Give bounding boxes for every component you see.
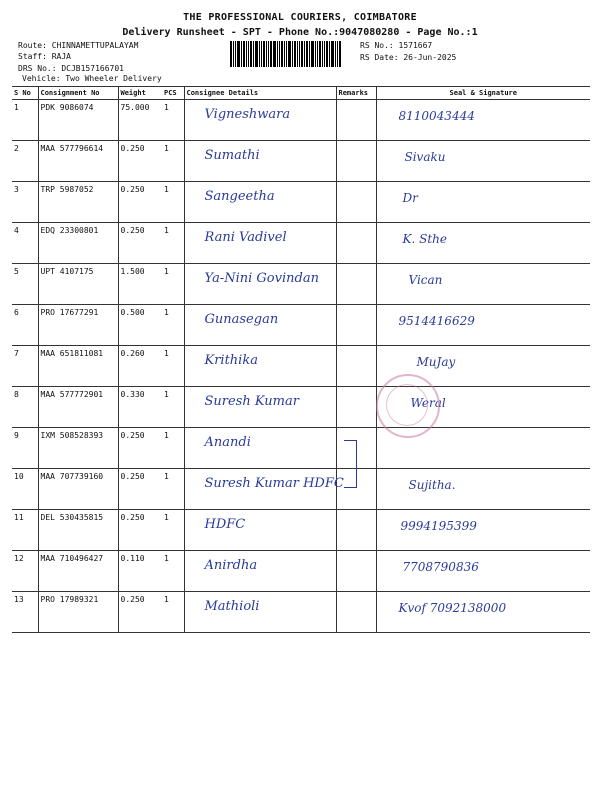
weight-text: 1.500 — [120, 267, 145, 276]
signature-handwriting: Weral — [410, 396, 446, 410]
barcode-bar — [261, 41, 262, 67]
col-remarks: Remarks — [336, 87, 376, 100]
consignee-cell — [184, 428, 336, 469]
consignment-cell — [38, 305, 118, 346]
consignment-cell — [38, 141, 118, 182]
sno-text: 8 — [14, 390, 19, 399]
route-label: Route: CHINNAMETTUPALAYAM — [18, 41, 139, 50]
consignee-cell — [184, 141, 336, 182]
sno-text: 12 — [14, 554, 24, 563]
signature-handwriting: 7708790836 — [402, 560, 479, 574]
barcode-bar — [294, 41, 296, 67]
signature-cell — [376, 305, 590, 346]
remarks-bracket-mark — [344, 440, 357, 488]
signature-cell — [376, 510, 590, 551]
weight-text: 75.000 — [120, 103, 150, 112]
consignment-text: PRO 17677291 — [40, 308, 99, 317]
consignment-cell — [38, 551, 118, 592]
barcode-bar — [237, 41, 240, 67]
barcode-bar — [243, 41, 245, 67]
signature-cell — [376, 469, 590, 510]
weight-cell — [118, 141, 162, 182]
barcode-bar — [304, 41, 305, 67]
consignee-cell — [184, 387, 336, 428]
pcs-text: 1 — [164, 390, 169, 399]
remarks-cell — [336, 182, 376, 223]
pcs-cell — [162, 305, 184, 346]
sno-cell — [12, 592, 38, 633]
signature-handwriting: 9514416629 — [398, 314, 475, 328]
pcs-text: 1 — [164, 431, 169, 440]
staff-label: Staff: RAJA — [18, 52, 71, 61]
barcode-bar — [241, 41, 242, 67]
sno-text: 5 — [14, 267, 19, 276]
barcode-bar — [266, 41, 267, 67]
col-pcs: PCS — [162, 87, 184, 100]
barcode-bar — [301, 41, 303, 67]
col-signature: Seal & Signature — [376, 87, 590, 100]
weight-text: 0.250 — [120, 595, 145, 604]
barcode-bar — [233, 41, 234, 67]
consignee-cell — [184, 100, 336, 141]
pcs-cell — [162, 182, 184, 223]
consignee-handwriting: Sumathi — [204, 148, 260, 163]
consignment-text: UPT 4107175 — [40, 267, 94, 276]
barcode-bar — [335, 41, 336, 67]
barcode-bar — [337, 41, 338, 67]
consignment-cell — [38, 592, 118, 633]
consignment-text: PDK 9086074 — [40, 103, 94, 112]
barcode-bar — [246, 41, 247, 67]
sno-cell — [12, 141, 38, 182]
sno-text: 1 — [14, 103, 19, 112]
barcode-bar — [288, 41, 291, 67]
sno-cell — [12, 346, 38, 387]
sno-cell — [12, 305, 38, 346]
barcode-bar — [286, 41, 287, 67]
rs-no-label: RS No.: 1571667 — [360, 41, 433, 50]
barcode-bar — [259, 41, 260, 67]
consignment-cell — [38, 428, 118, 469]
signature-cell — [376, 551, 590, 592]
signature-handwriting: K. Sthe — [402, 232, 447, 246]
weight-text: 0.260 — [120, 349, 145, 358]
sno-text: 3 — [14, 185, 19, 194]
rs-date-label: RS Date: 26-Jun-2025 — [360, 53, 457, 62]
barcode-bar — [339, 41, 341, 67]
barcode-bar — [281, 41, 283, 67]
remarks-cell — [336, 592, 376, 633]
consignee-cell — [184, 551, 336, 592]
barcode-bar — [324, 41, 325, 67]
barcode-bar — [270, 41, 272, 67]
table-row — [12, 592, 590, 633]
pcs-cell — [162, 264, 184, 305]
barcode-bar — [284, 41, 285, 67]
pcs-text: 1 — [164, 595, 169, 604]
consignment-cell — [38, 510, 118, 551]
signature-cell — [376, 100, 590, 141]
consignee-handwriting: Sangeetha — [204, 189, 275, 204]
consignment-cell — [38, 264, 118, 305]
sno-text: 11 — [14, 513, 24, 522]
consignee-handwriting: Rani Vadivel — [204, 230, 287, 245]
consignee-handwriting: Vigneshwara — [204, 107, 291, 122]
table-row — [12, 428, 590, 469]
pcs-text: 1 — [164, 349, 169, 358]
col-consignment: Consignment No — [38, 87, 118, 100]
sno-cell — [12, 551, 38, 592]
barcode-bar — [297, 41, 298, 67]
barcode-bar — [235, 41, 236, 67]
barcode-bar — [331, 41, 334, 67]
weight-text: 0.500 — [120, 308, 145, 317]
weight-cell — [118, 346, 162, 387]
consignment-text: DEL 530435815 — [40, 513, 104, 522]
weight-cell — [118, 551, 162, 592]
consignee-handwriting: Gunasegan — [204, 312, 279, 327]
pcs-cell — [162, 469, 184, 510]
signature-handwriting: Vican — [408, 273, 443, 287]
vehicle-label: Vehicle: Two Wheeler Delivery — [22, 74, 162, 83]
pcs-cell — [162, 223, 184, 264]
sno-text: 9 — [14, 431, 19, 440]
remarks-cell — [336, 346, 376, 387]
weight-cell — [118, 264, 162, 305]
weight-cell — [118, 387, 162, 428]
pcs-text: 1 — [164, 185, 169, 194]
barcode-bar — [253, 41, 254, 67]
table-row — [12, 305, 590, 346]
barcode-bar — [319, 41, 321, 67]
pcs-cell — [162, 141, 184, 182]
barcode-bar — [277, 41, 278, 67]
pcs-cell — [162, 346, 184, 387]
consignee-handwriting: Suresh Kumar HDFC — [204, 476, 344, 491]
consignee-handwriting: Anandi — [204, 435, 251, 450]
pcs-text: 1 — [164, 226, 169, 235]
consignment-text: MAA 577796614 — [40, 144, 104, 153]
signature-handwriting: Kvof 7092138000 — [398, 601, 507, 615]
weight-cell — [118, 510, 162, 551]
signature-handwriting: 9994195399 — [400, 519, 477, 533]
sno-cell — [12, 387, 38, 428]
pcs-text: 1 — [164, 267, 169, 276]
col-sno: S No — [12, 87, 38, 100]
pcs-cell — [162, 551, 184, 592]
sno-cell — [12, 469, 38, 510]
signature-cell — [376, 264, 590, 305]
barcode-bar — [292, 41, 293, 67]
table-row — [12, 510, 590, 551]
weight-text: 0.250 — [120, 185, 145, 194]
consignee-cell — [184, 264, 336, 305]
barcode-bar — [322, 41, 323, 67]
pcs-cell — [162, 387, 184, 428]
sno-text: 7 — [14, 349, 19, 358]
signature-cell — [376, 141, 590, 182]
remarks-cell — [336, 141, 376, 182]
consignment-text: MAA 710496427 — [40, 554, 104, 563]
sno-cell — [12, 100, 38, 141]
barcode-bar — [230, 41, 232, 67]
remarks-cell — [336, 551, 376, 592]
courier-seal-stamp — [376, 374, 440, 438]
signature-cell — [376, 182, 590, 223]
barcode-bar — [250, 41, 252, 67]
remarks-cell — [336, 223, 376, 264]
weight-cell — [118, 469, 162, 510]
weight-text: 0.250 — [120, 431, 145, 440]
signature-handwriting: Dr — [402, 191, 418, 205]
sno-text: 13 — [14, 595, 24, 604]
barcode-bar — [273, 41, 276, 67]
weight-cell — [118, 223, 162, 264]
sno-text: 4 — [14, 226, 19, 235]
table-row — [12, 264, 590, 305]
weight-cell — [118, 428, 162, 469]
pcs-text: 1 — [164, 103, 169, 112]
signature-handwriting: Sivaku — [404, 150, 446, 164]
consignment-cell — [38, 223, 118, 264]
table-row — [12, 387, 590, 428]
pcs-cell — [162, 510, 184, 551]
table-row — [12, 223, 590, 264]
col-consignee: Consignee Details — [184, 87, 336, 100]
consignment-text: IXM 508528393 — [40, 431, 104, 440]
barcode-bar — [311, 41, 314, 67]
table-row — [12, 182, 590, 223]
barcode-bar — [279, 41, 280, 67]
barcode-bar — [315, 41, 316, 67]
page-title: THE PROFESSIONAL COURIERS, COIMBATORE — [183, 12, 417, 23]
barcode-bar — [255, 41, 258, 67]
consignment-text: MAA 577772901 — [40, 390, 104, 399]
table-row — [12, 346, 590, 387]
consignee-cell — [184, 223, 336, 264]
consignee-cell — [184, 346, 336, 387]
barcode-bar — [326, 41, 328, 67]
barcode-bar — [268, 41, 269, 67]
weight-text: 0.250 — [120, 513, 145, 522]
sno-cell — [12, 510, 38, 551]
pcs-cell — [162, 592, 184, 633]
barcode-bar — [306, 41, 308, 67]
consignee-cell — [184, 182, 336, 223]
consignment-cell — [38, 387, 118, 428]
table-header-row — [12, 87, 590, 100]
pcs-cell — [162, 100, 184, 141]
barcode-bar — [248, 41, 249, 67]
weight-text: 0.330 — [120, 390, 145, 399]
table-row — [12, 551, 590, 592]
consignee-handwriting: Anirdha — [204, 558, 258, 573]
runsheet-table — [12, 86, 590, 633]
weight-cell — [118, 305, 162, 346]
consignee-handwriting: Mathioli — [204, 599, 260, 614]
weight-text: 0.250 — [120, 226, 145, 235]
consignee-handwriting: Ya-Nini Govindan — [204, 271, 319, 286]
consignment-cell — [38, 346, 118, 387]
consignment-text: EDQ 23300801 — [40, 226, 99, 235]
consignment-text: MAA 651811081 — [40, 349, 104, 358]
consignment-cell — [38, 100, 118, 141]
consignee-handwriting: Krithika — [204, 353, 258, 368]
pcs-text: 1 — [164, 308, 169, 317]
pcs-text: 1 — [164, 513, 169, 522]
consignment-text: MAA 707739160 — [40, 472, 104, 481]
remarks-cell — [336, 264, 376, 305]
pcs-text: 1 — [164, 554, 169, 563]
consignee-handwriting: HDFC — [204, 517, 246, 532]
weight-text: 0.110 — [120, 554, 145, 563]
drs-label: DRS No.: DCJB157166701 — [18, 64, 124, 73]
remarks-cell — [336, 510, 376, 551]
signature-cell — [376, 223, 590, 264]
consignee-cell — [184, 510, 336, 551]
col-weight: Weight — [118, 87, 162, 100]
consignment-cell — [38, 469, 118, 510]
table-row — [12, 100, 590, 141]
table-row — [12, 469, 590, 510]
consignment-text: TRP 5987052 — [40, 185, 94, 194]
barcode-bar — [309, 41, 310, 67]
page-subtitle: Delivery Runsheet - SPT - Phone No.:9047080280 - Page No.:1 — [122, 27, 478, 38]
signature-handwriting: Sujitha. — [408, 478, 456, 492]
signature-handwriting: 8110043444 — [398, 109, 475, 123]
sno-text: 2 — [14, 144, 19, 153]
pcs-cell — [162, 428, 184, 469]
remarks-cell — [336, 100, 376, 141]
table-row — [12, 141, 590, 182]
sno-text: 6 — [14, 308, 19, 317]
sno-text: 10 — [14, 472, 24, 481]
consignee-handwriting: Suresh Kumar — [204, 394, 299, 409]
barcode-bar — [299, 41, 300, 67]
signature-handwriting: MuJay — [416, 355, 456, 369]
sno-cell — [12, 223, 38, 264]
pcs-text: 1 — [164, 472, 169, 481]
sno-cell — [12, 428, 38, 469]
weight-text: 0.250 — [120, 144, 145, 153]
consignee-cell — [184, 592, 336, 633]
consignment-text: PRO 17989321 — [40, 595, 99, 604]
consignee-cell — [184, 305, 336, 346]
weight-cell — [118, 592, 162, 633]
weight-cell — [118, 182, 162, 223]
remarks-cell — [336, 387, 376, 428]
barcode-bar — [317, 41, 318, 67]
weight-text: 0.250 — [120, 472, 145, 481]
signature-cell — [376, 592, 590, 633]
weight-cell — [118, 100, 162, 141]
barcode-bar — [329, 41, 330, 67]
remarks-cell — [336, 305, 376, 346]
consignment-cell — [38, 182, 118, 223]
sno-cell — [12, 182, 38, 223]
pcs-text: 1 — [164, 144, 169, 153]
barcode — [230, 41, 350, 67]
consignee-cell — [184, 469, 344, 510]
barcode-bar — [263, 41, 265, 67]
sno-cell — [12, 264, 38, 305]
